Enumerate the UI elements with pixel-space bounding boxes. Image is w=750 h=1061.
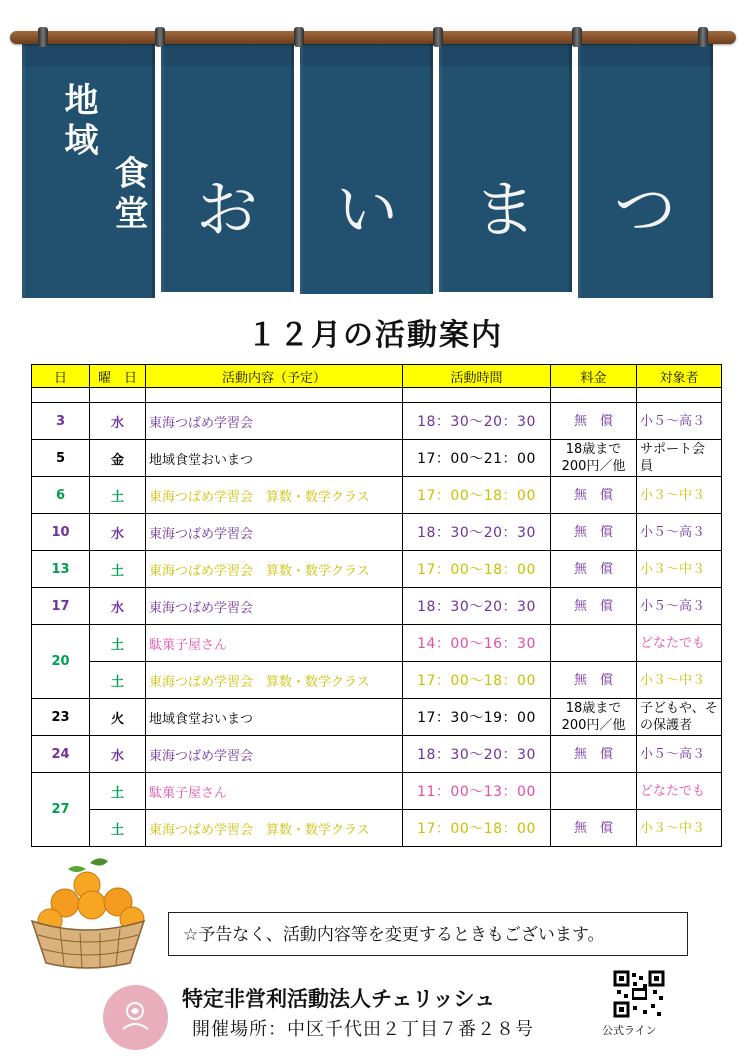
cell-time: 14：00～16：30 <box>403 625 551 662</box>
rod-ring <box>155 27 165 47</box>
cell-weekday: 土 <box>90 477 146 514</box>
cell-day: 10 <box>32 514 90 551</box>
cell-weekday: 土 <box>90 662 146 699</box>
cell-activity: 東海つばめ学習会 算数・数学クラス <box>146 477 403 514</box>
header-weekday: 曜 日 <box>90 365 146 388</box>
cell-day: 20 <box>32 625 90 699</box>
cell-time: 11：00～13：00 <box>403 773 551 810</box>
table-row <box>32 440 722 477</box>
cell-activity: 駄菓子屋さん <box>146 773 403 810</box>
table-row <box>32 773 722 810</box>
cell-weekday: 金 <box>90 440 146 477</box>
cell-time: 17：00～18：00 <box>403 477 551 514</box>
cell-target: どなたでも <box>637 625 722 662</box>
cell-fee: 18歳まで 200円／他 <box>551 440 637 477</box>
curtain-rod <box>10 31 736 44</box>
organization-name: 特定非営利活動法人チェリッシュ <box>182 987 496 1011</box>
table-row <box>32 736 722 773</box>
cell-target: サポート会 員 <box>637 440 722 477</box>
cell-target: どなたでも <box>637 773 722 810</box>
cell-time: 18：30～20：30 <box>403 588 551 625</box>
table-row <box>32 699 722 736</box>
header-fee: 料金 <box>551 365 637 388</box>
cell-activity: 東海つばめ学習会 算数・数学クラス <box>146 662 403 699</box>
header-day: 日 <box>32 365 90 388</box>
noren-banner <box>0 0 750 300</box>
cell-time: 18：30～20：30 <box>403 403 551 440</box>
cell-weekday: 水 <box>90 588 146 625</box>
banner-text-chiiki: 地域 <box>58 82 98 162</box>
cell-activity: 地域食堂おいまつ <box>146 440 403 477</box>
cell-day: 24 <box>32 736 90 773</box>
cell-weekday: 土 <box>90 810 146 847</box>
cell-activity: 東海つばめ学習会 算数・数学クラス <box>146 810 403 847</box>
cell-target: 小３～中３ <box>637 477 722 514</box>
banner-kana: お <box>195 173 258 246</box>
banner-text-shokudo: 食堂 <box>108 155 148 235</box>
table-row <box>32 810 722 847</box>
cell-day: 13 <box>32 551 90 588</box>
cell-fee: 無 償 <box>551 514 637 551</box>
banner-kana: ま <box>473 173 536 246</box>
cell-time: 17：00～18：00 <box>403 551 551 588</box>
noren-panel <box>300 44 433 294</box>
cell-weekday: 土 <box>90 773 146 810</box>
cell-weekday: 水 <box>90 736 146 773</box>
cell-activity: 東海つばめ学習会 <box>146 736 403 773</box>
page-title: １２月の活動案内 <box>247 318 503 353</box>
cell-time: 17：00～18：00 <box>403 662 551 699</box>
cell-activity: 東海つばめ学習会 <box>146 403 403 440</box>
cell-fee: 無 償 <box>551 736 637 773</box>
venue-address: 開催場所：中区千代田２丁目７番２８号 <box>192 1019 534 1040</box>
noren-panel <box>578 44 713 298</box>
cell-day: 23 <box>32 699 90 736</box>
schedule-table <box>31 364 722 847</box>
cell-activity: 地域食堂おいまつ <box>146 699 403 736</box>
cell-day: 17 <box>32 588 90 625</box>
cell-weekday: 水 <box>90 514 146 551</box>
cell-weekday: 火 <box>90 699 146 736</box>
table-row <box>32 662 722 699</box>
table-row <box>32 514 722 551</box>
cell-target: 小５～高３ <box>637 588 722 625</box>
cell-activity: 駄菓子屋さん <box>146 625 403 662</box>
cell-weekday: 土 <box>90 551 146 588</box>
rod-ring <box>294 27 304 47</box>
cell-fee: 無 償 <box>551 810 637 847</box>
rod-ring <box>38 27 48 47</box>
cell-target: 小３～中３ <box>637 662 722 699</box>
cell-time: 18：30～20：30 <box>403 736 551 773</box>
cell-day: 6 <box>32 477 90 514</box>
cell-fee: 無 償 <box>551 403 637 440</box>
cell-time: 17：00～18：00 <box>403 810 551 847</box>
cell-weekday: 水 <box>90 403 146 440</box>
banner-kana: い <box>335 173 398 246</box>
table-row <box>32 477 722 514</box>
cell-time: 18：30～20：30 <box>403 514 551 551</box>
cell-target: 小３～中３ <box>637 810 722 847</box>
header-activity: 活動内容（予定） <box>146 365 403 388</box>
cell-target: 小５～高３ <box>637 736 722 773</box>
cell-fee <box>551 625 637 662</box>
cell-time: 17：30～19：00 <box>403 699 551 736</box>
table-row <box>32 588 722 625</box>
table-row <box>32 625 722 662</box>
cell-activity: 東海つばめ学習会 <box>146 588 403 625</box>
noren-panel <box>161 44 294 292</box>
qr-label: 公式ライン <box>602 1024 657 1037</box>
table-header <box>32 365 722 388</box>
cell-fee: 無 償 <box>551 588 637 625</box>
cell-weekday: 土 <box>90 625 146 662</box>
line-qr-code[interactable] <box>613 970 665 1018</box>
orange-basket-illustration <box>20 855 155 970</box>
rod-ring <box>433 27 443 47</box>
cell-activity: 東海つばめ学習会 算数・数学クラス <box>146 551 403 588</box>
cell-fee: 無 償 <box>551 662 637 699</box>
header-target: 対象者 <box>637 365 722 388</box>
cell-fee <box>551 773 637 810</box>
cell-target: 小５～高３ <box>637 514 722 551</box>
cell-day: 27 <box>32 773 90 847</box>
rod-ring <box>572 27 582 47</box>
change-notice: ☆予告なく、活動内容等を変更するときもございます。 <box>168 912 688 956</box>
cell-fee: 18歳まで 200円／他 <box>551 699 637 736</box>
cell-day: 3 <box>32 403 90 440</box>
cell-activity: 東海つばめ学習会 <box>146 514 403 551</box>
organization-logo <box>103 985 168 1050</box>
cell-target: 小３～中３ <box>637 551 722 588</box>
cell-day: 5 <box>32 440 90 477</box>
table-row <box>32 403 722 440</box>
rod-ring <box>698 27 708 47</box>
header-time: 活動時間 <box>403 365 551 388</box>
banner-kana: つ <box>613 173 676 246</box>
cell-time: 17：00～21：00 <box>403 440 551 477</box>
cell-fee: 無 償 <box>551 551 637 588</box>
cell-target: 小５～高３ <box>637 403 722 440</box>
cell-fee: 無 償 <box>551 477 637 514</box>
noren-panel <box>439 44 572 292</box>
table-row <box>32 551 722 588</box>
cell-target: 子どもや、そ の保護者 <box>637 699 722 736</box>
spacer-row <box>32 388 722 403</box>
